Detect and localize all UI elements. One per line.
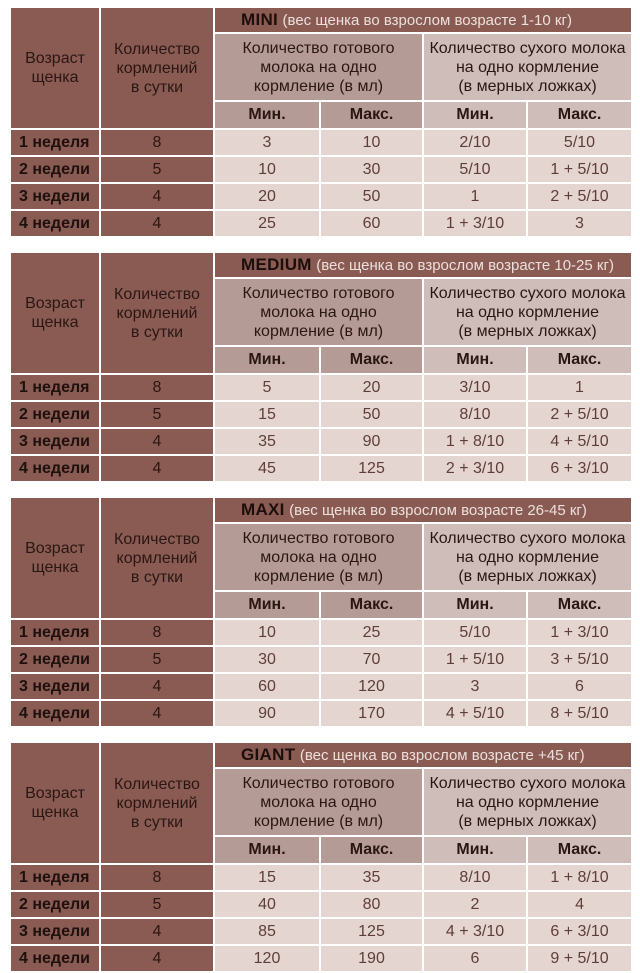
ready-max-header: Макс. — [320, 591, 423, 619]
age-cell: 2 недели — [10, 891, 100, 918]
feedings-cell: 8 — [100, 374, 214, 401]
ready-min-cell: 15 — [214, 864, 320, 891]
dry-milk-header: Количество сухого молока на одно кормление (в мерных ложках) — [423, 278, 632, 346]
ready-min-cell: 25 — [214, 210, 320, 237]
size-name: MEDIUM — [241, 255, 312, 274]
ready-min-cell: 20 — [214, 183, 320, 210]
ready-max-cell: 25 — [320, 619, 423, 646]
dry-min-cell: 5/10 — [423, 156, 527, 183]
ready-min-header: Мин. — [214, 836, 320, 864]
ready-max-header: Макс. — [320, 101, 423, 129]
ready-min-cell: 35 — [214, 428, 320, 455]
ready-max-cell: 20 — [320, 374, 423, 401]
dry-min-cell: 4 + 3/10 — [423, 918, 527, 945]
age-cell: 1 неделя — [10, 619, 100, 646]
feeding-table — [9, 6, 633, 238]
size-weight: (вес щенка во взрослом возрасте +45 кг) — [299, 747, 585, 764]
feedings-cell: 4 — [100, 455, 214, 482]
ready-min-cell: 120 — [214, 945, 320, 972]
dry-min-cell: 3/10 — [423, 374, 527, 401]
table-row — [10, 891, 632, 918]
table-row — [10, 401, 632, 428]
table-row — [10, 374, 632, 401]
feedings-cell: 4 — [100, 210, 214, 237]
table-row — [10, 646, 632, 673]
dry-max-cell: 1 + 3/10 — [527, 619, 632, 646]
dry-min-cell: 5/10 — [423, 619, 527, 646]
ready-max-cell: 170 — [320, 700, 423, 727]
dry-max-cell: 4 + 5/10 — [527, 428, 632, 455]
size-title — [214, 252, 632, 278]
age-header: Возраст щенка — [10, 497, 100, 619]
dry-max-cell: 6 + 3/10 — [527, 455, 632, 482]
dry-min-header: Мин. — [423, 346, 527, 374]
feeding-table — [9, 741, 633, 973]
feedings-header: Количество кормлений в сутки — [100, 497, 214, 619]
ready-max-cell: 90 — [320, 428, 423, 455]
size-title — [214, 742, 632, 768]
size-name: GIANT — [241, 745, 296, 764]
age-header: Возраст щенка — [10, 7, 100, 129]
ready-max-cell: 125 — [320, 455, 423, 482]
feedings-header: Количество кормлений в сутки — [100, 7, 214, 129]
age-cell: 4 недели — [10, 945, 100, 972]
ready-min-cell: 60 — [214, 673, 320, 700]
size-weight: (вес щенка во взрослом возрасте 26-45 кг) — [289, 502, 587, 519]
dry-max-cell: 3 + 5/10 — [527, 646, 632, 673]
age-cell: 2 недели — [10, 156, 100, 183]
ready-min-cell: 85 — [214, 918, 320, 945]
medium-block — [9, 251, 631, 483]
dry-max-header: Макс. — [527, 346, 632, 374]
mini-block — [9, 6, 631, 238]
table-row — [10, 619, 632, 646]
ready-max-header: Макс. — [320, 346, 423, 374]
ready-max-cell: 50 — [320, 401, 423, 428]
dry-min-cell: 1 — [423, 183, 527, 210]
maxi-block — [9, 496, 631, 728]
age-cell: 3 недели — [10, 673, 100, 700]
feedings-cell: 5 — [100, 646, 214, 673]
table-row — [10, 428, 632, 455]
size-weight: (вес щенка во взрослом возрасте 1-10 кг) — [282, 12, 572, 29]
age-cell: 2 недели — [10, 646, 100, 673]
ready-max-header: Макс. — [320, 836, 423, 864]
feedings-cell: 4 — [100, 700, 214, 727]
ready-milk-header: Количество готового молока на одно кормление (в мл) — [214, 768, 423, 836]
ready-max-cell: 70 — [320, 646, 423, 673]
feedings-cell: 4 — [100, 918, 214, 945]
ready-max-cell: 125 — [320, 918, 423, 945]
ready-max-cell: 120 — [320, 673, 423, 700]
feedings-cell: 4 — [100, 428, 214, 455]
feedings-cell: 4 — [100, 945, 214, 972]
size-weight: (вес щенка во взрослом возрасте 10-25 кг) — [316, 257, 614, 274]
ready-min-cell: 10 — [214, 156, 320, 183]
age-cell: 1 неделя — [10, 864, 100, 891]
table-row — [10, 183, 632, 210]
dry-min-cell: 2/10 — [423, 129, 527, 156]
feedings-cell: 8 — [100, 864, 214, 891]
feedings-cell: 8 — [100, 619, 214, 646]
dry-min-header: Мин. — [423, 836, 527, 864]
dry-min-cell: 2 + 3/10 — [423, 455, 527, 482]
table-row — [10, 156, 632, 183]
age-cell: 4 недели — [10, 455, 100, 482]
giant-block — [9, 741, 631, 973]
ready-milk-header: Количество готового молока на одно кормление (в мл) — [214, 523, 423, 591]
ready-min-cell: 10 — [214, 619, 320, 646]
age-cell: 1 неделя — [10, 374, 100, 401]
table-row — [10, 455, 632, 482]
feedings-header: Количество кормлений в сутки — [100, 252, 214, 374]
dry-milk-header: Количество сухого молока на одно кормление (в мерных ложках) — [423, 523, 632, 591]
ready-min-cell: 30 — [214, 646, 320, 673]
table-row — [10, 864, 632, 891]
ready-min-cell: 90 — [214, 700, 320, 727]
dry-max-cell: 8 + 5/10 — [527, 700, 632, 727]
dry-min-cell: 8/10 — [423, 401, 527, 428]
table-row — [10, 210, 632, 237]
dry-min-cell: 8/10 — [423, 864, 527, 891]
size-name: MAXI — [241, 500, 285, 519]
ready-max-cell: 60 — [320, 210, 423, 237]
dry-min-header: Мин. — [423, 101, 527, 129]
ready-max-cell: 190 — [320, 945, 423, 972]
age-cell: 2 недели — [10, 401, 100, 428]
age-cell: 3 недели — [10, 183, 100, 210]
feedings-cell: 5 — [100, 401, 214, 428]
ready-min-cell: 45 — [214, 455, 320, 482]
table-row — [10, 700, 632, 727]
size-name: MINI — [241, 10, 279, 29]
dry-min-cell: 1 + 8/10 — [423, 428, 527, 455]
dry-max-cell: 6 — [527, 673, 632, 700]
feedings-cell: 4 — [100, 673, 214, 700]
dry-max-cell: 6 + 3/10 — [527, 918, 632, 945]
dry-min-cell: 6 — [423, 945, 527, 972]
feedings-cell: 8 — [100, 129, 214, 156]
table-row — [10, 918, 632, 945]
feedings-cell: 5 — [100, 891, 214, 918]
ready-max-cell: 30 — [320, 156, 423, 183]
ready-min-header: Мин. — [214, 591, 320, 619]
dry-min-header: Мин. — [423, 591, 527, 619]
age-cell: 1 неделя — [10, 129, 100, 156]
dry-max-header: Макс. — [527, 836, 632, 864]
ready-min-cell: 5 — [214, 374, 320, 401]
size-title — [214, 497, 632, 523]
dry-max-cell: 1 — [527, 374, 632, 401]
ready-min-header: Мин. — [214, 346, 320, 374]
table-row — [10, 129, 632, 156]
ready-min-cell: 40 — [214, 891, 320, 918]
ready-min-cell: 15 — [214, 401, 320, 428]
table-row — [10, 945, 632, 972]
dry-milk-header: Количество сухого молока на одно кормление (в мерных ложках) — [423, 33, 632, 101]
dry-max-cell: 5/10 — [527, 129, 632, 156]
ready-max-cell: 50 — [320, 183, 423, 210]
dry-max-cell: 2 + 5/10 — [527, 183, 632, 210]
dry-max-cell: 4 — [527, 891, 632, 918]
age-cell: 4 недели — [10, 700, 100, 727]
ready-min-cell: 3 — [214, 129, 320, 156]
dry-min-cell: 4 + 5/10 — [423, 700, 527, 727]
dry-max-cell: 1 + 5/10 — [527, 156, 632, 183]
age-header: Возраст щенка — [10, 252, 100, 374]
table-row — [10, 673, 632, 700]
feedings-cell: 5 — [100, 156, 214, 183]
ready-milk-header: Количество готового молока на одно кормление (в мл) — [214, 33, 423, 101]
age-cell: 3 недели — [10, 918, 100, 945]
feeding-table — [9, 496, 633, 728]
age-cell: 4 недели — [10, 210, 100, 237]
dry-max-cell: 1 + 8/10 — [527, 864, 632, 891]
dry-min-cell: 1 + 5/10 — [423, 646, 527, 673]
ready-max-cell: 80 — [320, 891, 423, 918]
ready-milk-header: Количество готового молока на одно кормление (в мл) — [214, 278, 423, 346]
ready-max-cell: 10 — [320, 129, 423, 156]
dry-min-cell: 3 — [423, 673, 527, 700]
dry-max-cell: 3 — [527, 210, 632, 237]
dry-min-cell: 1 + 3/10 — [423, 210, 527, 237]
dry-max-header: Макс. — [527, 591, 632, 619]
feedings-header: Количество кормлений в сутки — [100, 742, 214, 864]
dry-milk-header: Количество сухого молока на одно кормление (в мерных ложках) — [423, 768, 632, 836]
feedings-cell: 4 — [100, 183, 214, 210]
ready-max-cell: 35 — [320, 864, 423, 891]
age-header: Возраст щенка — [10, 742, 100, 864]
ready-min-header: Мин. — [214, 101, 320, 129]
dry-max-cell: 9 + 5/10 — [527, 945, 632, 972]
feeding-table — [9, 251, 633, 483]
dry-max-header: Макс. — [527, 101, 632, 129]
dry-min-cell: 2 — [423, 891, 527, 918]
size-title — [214, 7, 632, 33]
dry-max-cell: 2 + 5/10 — [527, 401, 632, 428]
age-cell: 3 недели — [10, 428, 100, 455]
